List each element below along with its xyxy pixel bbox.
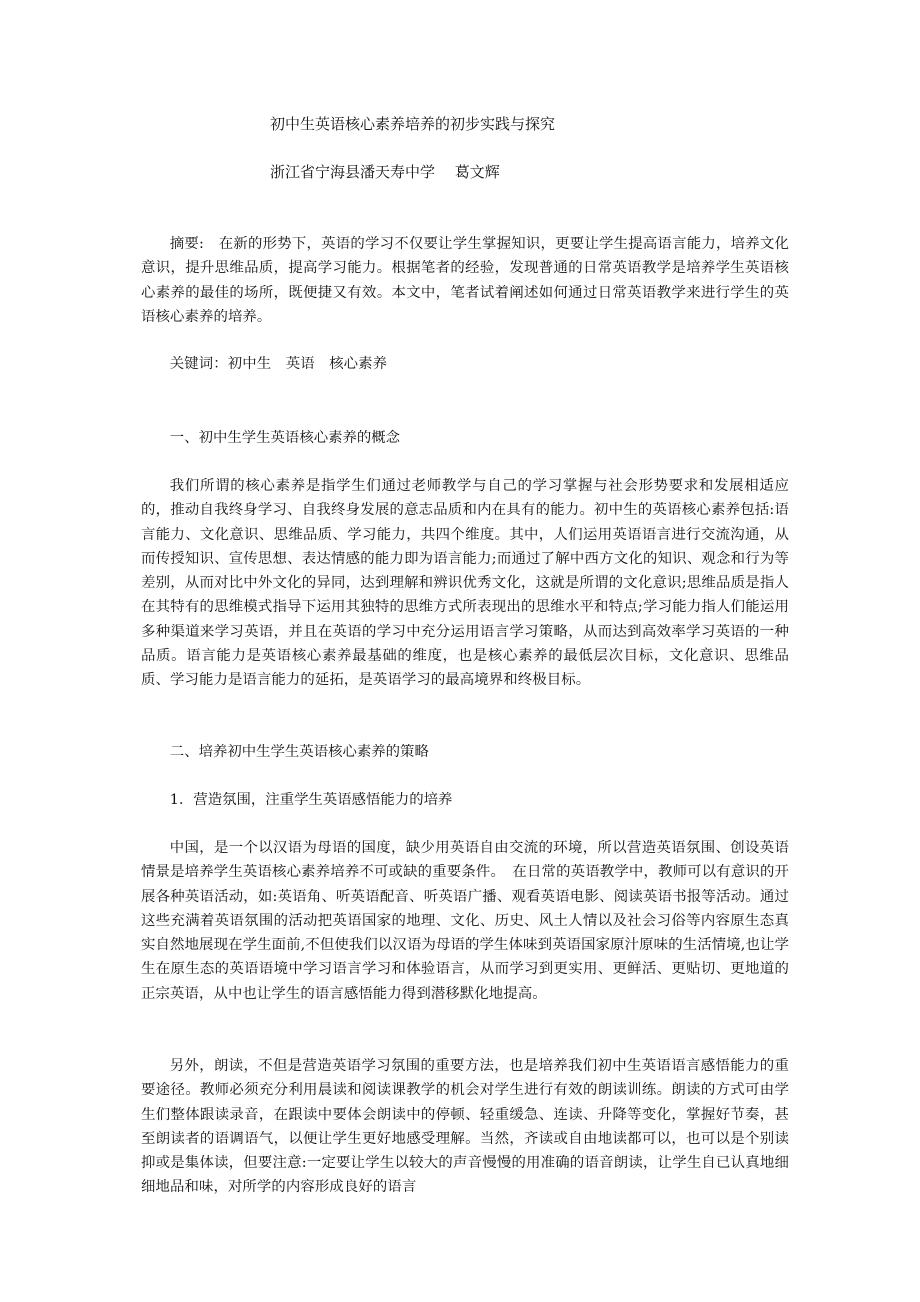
author-line: 浙江省宁海县潘天寿中学 葛文辉 bbox=[270, 163, 500, 181]
subsection-1-paragraph-1: 中国，是一个以汉语为母语的国度，缺少用英语自由交流的环境，所以营造英语氛围、创设英语情景是培养学生英语核心素养培养不可或缺的重要条件。 在日常的英语教学中，教师可以有意识的开展各种英语活动，如:英语角、听英语配音、听英语广播、观看英语电影、阅读英语书报等活动。通过这些充满着英语氛围的活动把英语国家的地理、文化、历史、风土人情以及社会习俗等内容原生态真实自然地展现在学生面前,不但使我们以汉语为母语的学生体味到英语国家原汁原味的生活情境,也让学生在原生态的英语语境中学习语言学习和体验语言，从而学习到更实用、更鲜活、更贴切、更地道的正宗英语，从中也让学生的语言感悟能力得到潜移默化地提高。 bbox=[141, 840, 789, 1002]
subsection-heading-1: 1．营造氛围，注重学生英语感悟能力的培养 bbox=[169, 792, 453, 808]
keywords-line: 关键词：初中生 英语 核心素养 bbox=[169, 356, 388, 372]
document-title: 初中生英语核心素养培养的初步实践与探究 bbox=[270, 115, 556, 133]
section-heading-2: 二、培养初中生学生英语核心素养的策略 bbox=[169, 744, 429, 760]
subsection-1-paragraph-2: 另外，朗读，不但是营造英语学习氛围的重要方法，也是培养我们初中生英语语言感悟能力的重要途径。教师必须充分利用晨读和阅读课教学的机会对学生进行有效的朗读训练。朗读的方式可由学生们整体跟读录音，在跟读中要体会朗读中的停顿、轻重缓急、连读、升降等变化，掌握好节奏，甚至朗读者的语调语气，以便让学生更好地感受理解。当然，齐读或自由地读都可以，也可以是个别读抑或是集体读，但要注意:一定要让学生以较大的声音慢慢的用准确的语音朗读，让学生自已认真地细细地品和味，对所学的内容形成良好的语言 bbox=[141, 1058, 789, 1196]
section-1-paragraph: 我们所谓的核心素养是指学生们通过老师教学与自己的学习掌握与社会形势要求和发展相适应的，推动自我终身学习、自我终身发展的意志品质和内在具有的能力。初中生的英语核心素养包括:语言能力、文化意识、思维品质、学习能力，共四个维度。其中，人们运用英语语言进行交流沟通，从而传授知识、宣传思想、表达情感的能力即为语言能力;而通过了解中西方文化的知识、观念和行为等差别，从而对比中外文化的异同，达到理解和辨识优秀文化，这就是所谓的文化意识;思维品质是指人在其特有的思维模式指导下运用其独特的思维方式所表现出的思维水平和特点;学习能力指人们能运用多种渠道来学习英语，并且在英语的学习中充分运用语言学习策略，从而达到高效率学习英语的一种品质。语言能力是英语核心素养最基础的维度，也是核心素养的最低层次目标，文化意识、思维品质、学习能力是语言能力的延拓，是英语学习的最高境界和终极目标。 bbox=[141, 478, 789, 689]
abstract-paragraph: 摘要: 在新的形势下，英语的学习不仅要让学生掌握知识，更要让学生提高语言能力，培养文化意识，提升思维品质，提高学习能力。根据笔者的经验，发现普通的日常英语教学是培养学生英语核心素养的最佳的场所，既便捷又有效。本文中，笔者试着阐述如何通过日常英语教学来进行学生的英语核心素养的培养。 bbox=[141, 236, 789, 325]
section-heading-1: 一、初中生学生英语核心素养的概念 bbox=[169, 430, 401, 446]
